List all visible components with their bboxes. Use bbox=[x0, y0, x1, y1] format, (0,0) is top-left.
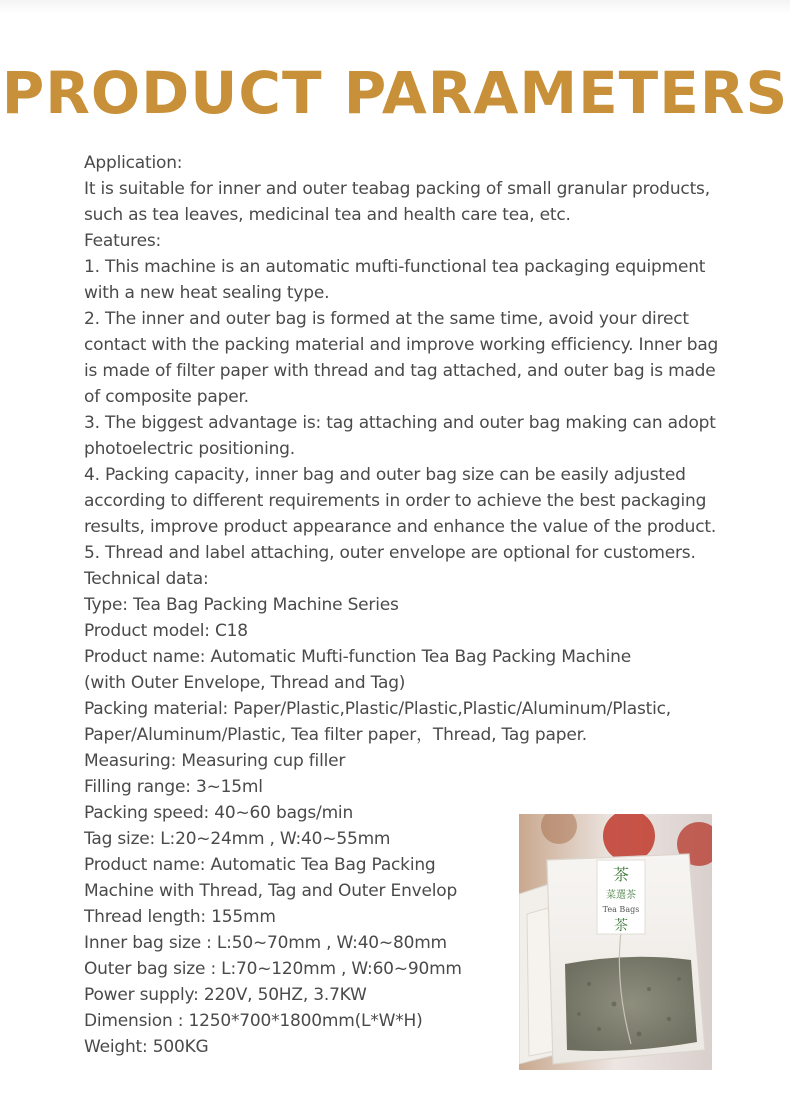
text-line: Power supply: 220V, 50HZ, 3.7KW bbox=[84, 985, 367, 1005]
tea-bag-photo bbox=[519, 814, 712, 1070]
text-line: Weight: 500KG bbox=[84, 1037, 209, 1057]
text-line: Inner bag size : L:50~70mm , W:40~80mm bbox=[84, 933, 447, 953]
tag-chinese-bottom: 茶 bbox=[614, 918, 628, 934]
text-line: Technical data: bbox=[84, 569, 209, 589]
text-line: Machine with Thread, Tag and Outer Envelop bbox=[84, 881, 458, 901]
text-line: Tag size: L:20~24mm , W:40~55mm bbox=[84, 829, 391, 849]
text-line: 1. This machine is an automatic mufti-functional tea packaging equipment bbox=[84, 257, 706, 277]
text-line: (with Outer Envelope, Thread and Tag) bbox=[84, 673, 406, 693]
text-line: Outer bag size : L:70~120mm , W:60~90mm bbox=[84, 959, 462, 979]
text-line: Features: bbox=[84, 231, 162, 251]
tea-bag-illustration bbox=[519, 814, 712, 1070]
text-line: of composite paper. bbox=[84, 387, 249, 407]
tag-chinese-top: 茶 bbox=[612, 865, 630, 884]
text-line: Measuring: Measuring cup filler bbox=[84, 751, 346, 771]
text-line: results, improve product appearance and enhance the value of the product. bbox=[84, 517, 717, 537]
text-line: Product model: C18 bbox=[84, 621, 248, 641]
text-line: Thread length: 155mm bbox=[84, 907, 276, 927]
text-line: is made of filter paper with thread and tag attached, and outer bag is made bbox=[84, 361, 716, 381]
text-line: It is suitable for inner and outer teabag packing of small granular products, bbox=[84, 179, 710, 199]
text-line: with a new heat sealing type. bbox=[84, 283, 330, 303]
text-line: Type: Tea Bag Packing Machine Series bbox=[84, 595, 399, 615]
text-line: Dimension : 1250*700*1800mm(L*W*H) bbox=[84, 1011, 423, 1031]
text-line: Filling range: 3~15ml bbox=[84, 777, 263, 797]
tag-chinese-mid: 菜選茶 bbox=[606, 890, 636, 901]
text-line: according to different requirements in order to achieve the best packaging bbox=[84, 491, 707, 511]
text-line: Paper/Aluminum/Plastic, Tea filter paper，Thread, Tag paper. bbox=[84, 725, 588, 745]
text-line: Product name: Automatic Tea Bag Packing bbox=[84, 855, 436, 875]
text-line: such as tea leaves, medicinal tea and health care tea, etc. bbox=[84, 205, 571, 225]
text-line: Product name: Automatic Mufti-function Tea Bag Packing Machine bbox=[84, 647, 631, 667]
text-line: 3. The biggest advantage is: tag attaching and outer bag making can adopt bbox=[84, 413, 716, 433]
text-line: 2. The inner and outer bag is formed at the same time, avoid your direct bbox=[84, 309, 689, 329]
text-line: Packing speed: 40~60 bags/min bbox=[84, 803, 354, 823]
top-fade bbox=[0, 0, 790, 14]
page-title: PRODUCT PARAMETERS bbox=[1, 59, 789, 127]
text-line: Packing material: Paper/Plastic,Plastic/Plastic,Plastic/Aluminum/Plastic, bbox=[84, 699, 671, 719]
text-line: Application: bbox=[84, 153, 183, 173]
text-line: contact with the packing material and improve working efficiency. Inner bag bbox=[84, 335, 719, 355]
text-line: 4. Packing capacity, inner bag and outer bag size can be easily adjusted bbox=[84, 465, 686, 485]
text-line: 5. Thread and label attaching, outer envelope are optional for customers. bbox=[84, 543, 696, 563]
text-line: photoelectric positioning. bbox=[84, 439, 295, 459]
tag-label: Tea Bags bbox=[602, 905, 640, 914]
